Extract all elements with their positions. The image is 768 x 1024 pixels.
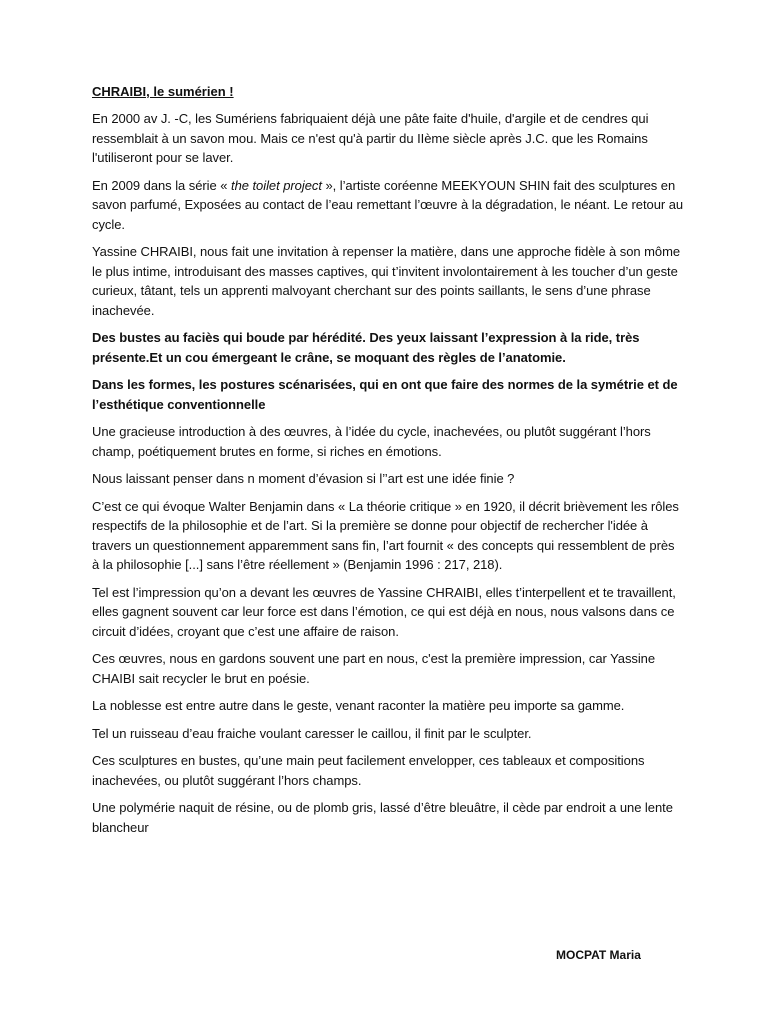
paragraph-polymer: Une polymérie naquit de résine, ou de plomb gris, lassé d’être bleuâtre, il cède par endroit a une lente blancheur [92, 800, 673, 835]
paragraph-toilet-project [92, 176, 684, 235]
document-body [92, 82, 684, 845]
paragraph-benjamin: C’est ce qui évoque Walter Benjamin dans « La théorie critique » en 1920, il décrit brièvement les rôles respectifs de la philosophie et de l’art. Si la première se donne pour objectif de rechercher l'idée à travers un questionnement apparemment sans fin, l’art fournit « des concepts qui ressemblent de près à la philosophie [...] sans l’être réellement » (Benjamin 1996 : 217, 218). [92, 498, 679, 572]
paragraph-introduction: Une gracieuse introduction à des œuvres, à l’idée du cycle, inachevées, ou plutôt suggérant l’hors champ, poétiquement brutes en forme, si riches en émotions. [92, 424, 651, 459]
paragraph-text: », l’artiste coréenne MEEKYOUN SHIN fait des sculptures en savon parfumé, Exposées au contact de l’eau remettant l’œuvre à la dégradation, le néant. Le retour au cycle. [92, 177, 684, 232]
paragraph-sumerians: En 2000 av J. -C, les Sumériens fabriquaient déjà une pâte faite d'huile, d'argile et de cendres qui ressemblait à un savon mou. Mais ce n'est qu'à partir du IIème siècle après J.C. que les Romains l'utiliseront pour se laver. [92, 111, 649, 165]
author-signature: MOCPAT Maria [556, 948, 641, 962]
paragraph-nobility: La noblesse est entre autre dans le geste, venant raconter la matière peu importe sa gamme. [92, 698, 625, 713]
paragraph-stream: Tel un ruisseau d’eau fraiche voulant caresser le caillou, il finit par le sculpter. [92, 725, 532, 741]
paragraph-invitation: Yassine CHRAIBI, nous fait une invitation à repenser la matière, dans une approche fidèle à son môme le plus intime, introduisant des masses captives, qui t’invitent involontairement à les toucher d’un geste curieux, tâtant, tels un apprenti malvoyant cherchant sur des points saillants, le sens d’une phrase inachevée. [92, 244, 681, 318]
paragraph-forms: Dans les formes, les postures scénarisées, qui en ont que faire des normes de la symétrie et de l’esthétique conventionnelle [92, 377, 678, 412]
italic-title: the toilet project [231, 177, 322, 193]
paragraph-works: Ces œuvres, nous en gardons souvent une part en nous, c'est la première impression, car Yassine CHAIBI sait recycler le brut en poésie. [92, 651, 656, 686]
document-title: CHRAIBI, le sumérien ! [92, 84, 234, 99]
paragraph-question: Nous laissant penser dans n moment d’évasion si l’’art est une idée finie ? [92, 471, 515, 486]
paragraph-text: En 2009 dans la série « [92, 177, 232, 193]
paragraph-sculptures: Ces sculptures en bustes, qu’une main peut facilement envelopper, ces tableaux et compositions inachevées, ou plutôt suggérant l’hors champs. [92, 753, 645, 788]
paragraph-impression: Tel est l’impression qu’on a devant les œuvres de Yassine CHRAIBI, elles t’interpellent et te travaillent, elles gagnent souvent car leur force est dans l’émotion, ce qui est déjà en nous, nous valsons dans ce circuit d’idées, croyant que c’est une affaire de raison. [92, 584, 676, 639]
paragraph-busts: Des bustes au faciès qui boude par hérédité. Des yeux laissant l’expression à la ride, très présente.Et un cou émergeant le crâne, se moquant des règles de l’anatomie. [92, 330, 640, 365]
